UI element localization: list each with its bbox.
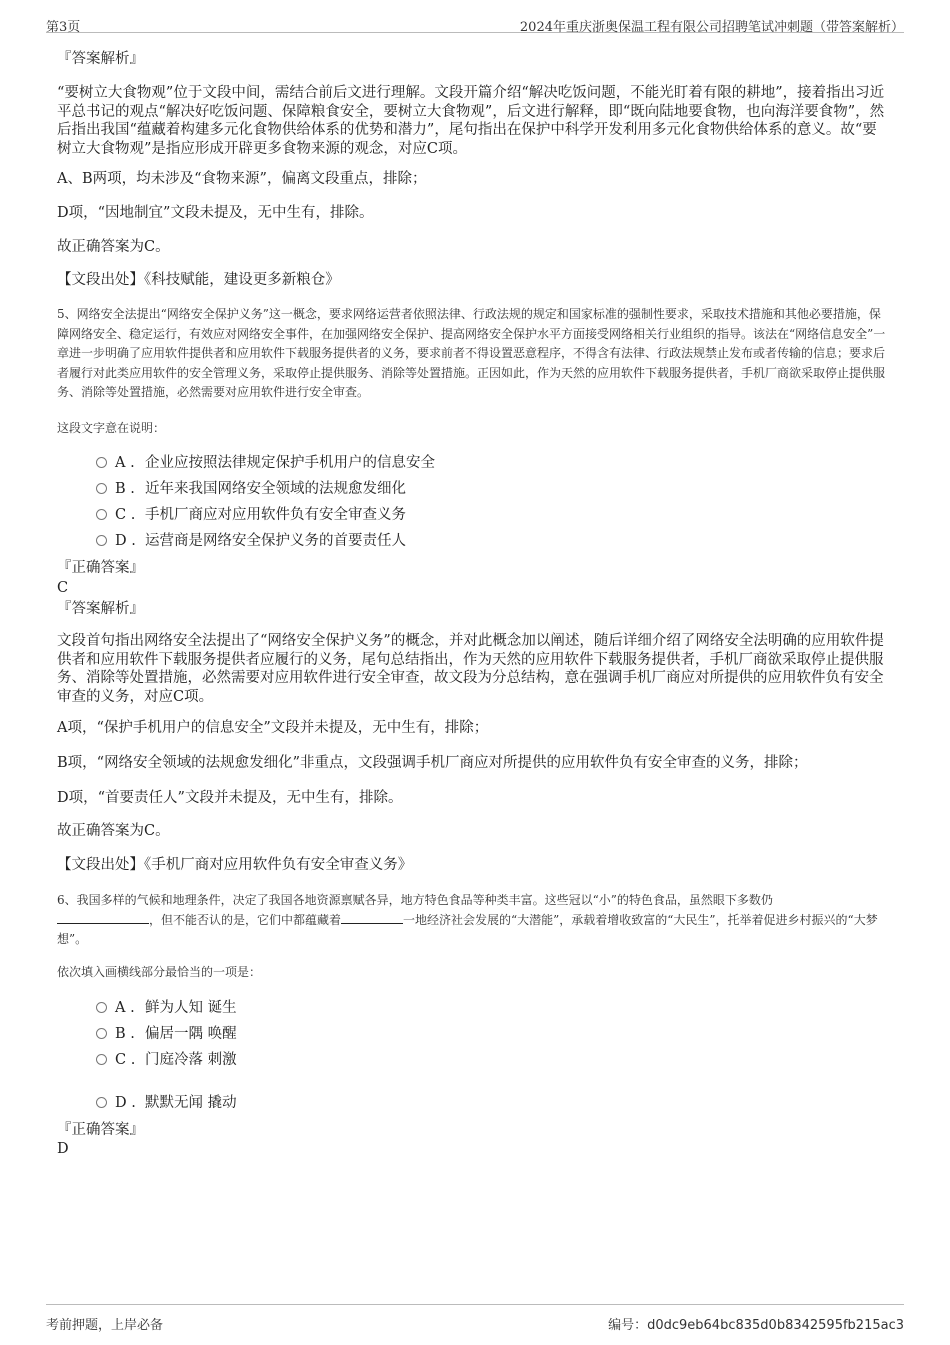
q4-source: 【文段出处】《科技赋能，建设更多新粮仓》 — [57, 272, 340, 288]
page-header — [46, 10, 904, 33]
document-code: 编号：d0dc9eb64bc835d0b8342595fb215ac3 — [608, 1318, 904, 1333]
q5-source: 【文段出处】《手机厂商对应用软件负有安全审查义务》 — [57, 857, 413, 873]
q5-option-a[interactable]: A . 企业应按照法律规定保护手机用户的信息安全 — [96, 453, 435, 473]
q5-analysis-label: 『答案解析』 — [57, 601, 144, 617]
q6-option-b[interactable]: B . 偏居一隅 唤醒 — [96, 1024, 237, 1044]
footer-slogan: 考前押题，上岸必备 — [46, 1318, 164, 1333]
q5-note-b: B项，“网络安全领域的法规愈发细化”非重点，文段强调手机厂商应对所提供的应用软件负有安全审查的义务，排除； — [57, 755, 808, 771]
q6-answer: D — [57, 1141, 69, 1157]
q5-option-c[interactable]: C . 手机厂商应对应用软件负有安全审查义务 — [96, 505, 406, 525]
radio-icon[interactable] — [96, 1002, 107, 1013]
q4-note-ab: A、B两项，均未涉及“食物来源”，偏离文段重点，排除； — [57, 171, 427, 187]
radio-icon[interactable] — [96, 457, 107, 468]
answer-blank-1[interactable] — [57, 911, 149, 924]
document-title: 2024年重庆浙奥保温工程有限公司招聘笔试冲刺题（带答案解析） — [519, 20, 904, 35]
q5-answer: C — [57, 580, 69, 596]
q6-answer-label: 『正确答案』 — [57, 1122, 144, 1138]
radio-icon[interactable] — [96, 509, 107, 520]
q4-conclusion: 故正确答案为C。 — [57, 239, 170, 255]
answer-blank-2[interactable] — [341, 911, 403, 924]
page-number: 第3页 — [46, 20, 81, 35]
q5-analysis-text: 文段首句指出网络安全法提出了“网络安全保护义务”的概念，并对此概念加以阐述，随后详细介绍了网络安全法明确的应用软件提供者和应用软件下载服务提供者应履行的义务，尾句总结指出，作为天然的应用软件下载服务提供者，手机厂商欲采取停止提供服务、消除等处置措施，必然需要对应用软件进行安全审查，故文段为分总结构，意在强调手机厂商应对所提供的应用软件负有安全审查的义务，对应C项。 — [57, 633, 884, 705]
q5-option-d[interactable]: D . 运营商是网络安全保护义务的首要责任人 — [96, 531, 406, 551]
q6-option-a[interactable]: A . 鲜为人知 诞生 — [96, 998, 237, 1018]
q6-option-d[interactable]: D . 默默无闻 撬动 — [96, 1093, 237, 1113]
q4-analysis-text: “要树立大食物观”位于文段中间，需结合前后文进行理解。文段开篇介绍“解决吃饭问题，不能光盯着有限的耕地”，接着指出习近平总书记的观点“解决好吃饭问题、保障粮食安全，要树立大食物观”，后文进行解释，即“既向陆地要食物，也向海洋要食物”，然后指出我国“蕴藏着构建多元化食物供给体系的优势和潜力”，尾句指出在保护中科学开发利用多元化食物供给体系的意义。故“要树立大食物观”是指应形成开辟更多食物来源的观念，对应C项。 — [57, 85, 885, 157]
q5-answer-label: 『正确答案』 — [57, 560, 144, 576]
q4-analysis-label: 『答案解析』 — [57, 51, 144, 67]
q5-prompt: 这段文字意在说明： — [57, 421, 166, 435]
radio-icon[interactable] — [96, 1028, 107, 1039]
radio-icon[interactable] — [96, 1097, 107, 1108]
q5-note-a: A项，“保护手机用户的信息安全”文段并未提及，无中生有，排除； — [57, 720, 489, 736]
radio-icon[interactable] — [96, 1054, 107, 1065]
q5-note-d: D项，“首要责任人”文段并未提及，无中生有，排除。 — [57, 790, 403, 806]
q6-prompt: 依次填入画横线部分最恰当的一项是： — [57, 965, 262, 979]
q5-option-b[interactable]: B . 近年来我国网络安全领域的法规愈发细化 — [96, 479, 406, 499]
q4-note-d: D项，“因地制宜”文段未提及，无中生有，排除。 — [57, 205, 374, 221]
q6-stem: 6、我国多样的气候和地理条件，决定了我国各地资源禀赋各异，地方特色食品等种类丰富。这些冠以“小”的特色食品，虽然眼下多数仍 ，但不能否认的是，它们中都蕴藏着 一地经济社会发展的“大潜能”，承载着增收致富的“大民生”，托举着促进乡村振兴的“大梦想”。 — [57, 893, 878, 946]
q6-option-c[interactable]: C . 门庭冷落 刺激 — [96, 1050, 237, 1070]
radio-icon[interactable] — [96, 483, 107, 494]
q5-conclusion: 故正确答案为C。 — [57, 823, 170, 839]
q5-stem: 5、网络安全法提出“网络安全保护义务”这一概念，要求网络运营者依照法律、行政法规的规定和国家标准的强制性要求，采取技术措施和其他必要措施，保障网络安全、稳定运行，有效应对网络安全事件，在加强网络安全保护、提高网络安全保护水平方面接受网络相关行业组织的指导。该法在“网络信息安全”一章进一步明确了应用软件提供者和应用软件下载服务提供者的义务，要求前者不得设置恶意程序，不得含有法律、行政法规禁止发布或者传输的信息；要求后者履行对此类应用软件的安全管理义务，采取停止提供服务、消除等处置措施。正因如此，作为天然的应用软件下载服务提供者，手机厂商欲采取停止提供服务、消除等处置措施，必然需要对应用软件进行安全审查。 — [57, 307, 886, 399]
page-footer — [46, 1304, 904, 1333]
radio-icon[interactable] — [96, 535, 107, 546]
